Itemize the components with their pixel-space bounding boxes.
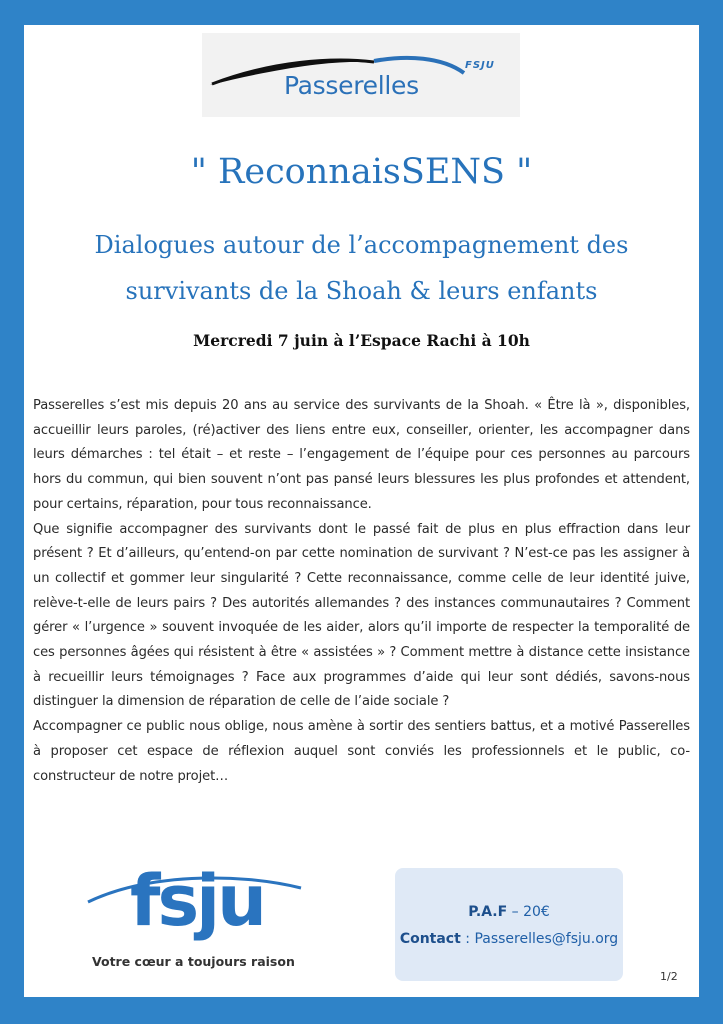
- description-paragraph: Accompagner ce public nous oblige, nous amène à sortir des sentiers battus, et a motivé Passerelles à proposer cet espace de réflexion auquel sont conviés les professionnels et le public, co-constructeur de notre projet…: [33, 719, 690, 784]
- event-date: Mercredi 7 juin à l’Espace Rachi à 10h: [193, 331, 530, 350]
- contact-email-link[interactable]: Passerelles@fsju.org: [474, 931, 619, 947]
- passerelles-logo: [202, 33, 520, 117]
- fsju-slogan: Votre cœur a toujours raison: [92, 954, 295, 969]
- info-box: [395, 868, 623, 981]
- fsju-wordmark: fsju: [130, 860, 264, 942]
- passerelles-brand-text: Passerelles: [284, 71, 419, 100]
- contact-line: [395, 931, 623, 947]
- event-description: [33, 394, 690, 789]
- event-title: " ReconnaisSENS ": [190, 152, 533, 192]
- description-paragraph: Que signifie accompagner des survivants dont le passé fait de plus en plus effraction dans leur présent ? Et d’ailleurs, qu’entend-on par cette nomination de survivant ? N’est-ce pas les assigner à un collectif et gommer leur singularité ? Cette reconnaissance, comme celle de leur identité juive, relève-t-elle de leurs pairs ? Des autorités allemandes ? des instances communautaires ? Comment gérer « l’urgence » souvent invoquée de les aider, alors qu’il importe de respecter la temporalité de ces personnes âgées qui résistent à être « assistées » ? Comment mettre à distance cette insistance à recueillir leurs témoignages ? Face aux programmes d’aide qui leur sont dédiés, savons-nous distinguer la dimension de réparation de celle de l’aide sociale ?: [33, 521, 690, 710]
- contact-label: Contact: [399, 931, 461, 947]
- fsju-logo: [86, 860, 306, 978]
- page-sheet: [24, 25, 699, 997]
- page-number: 1/2: [660, 970, 678, 983]
- price-label: P.A.F: [468, 904, 508, 920]
- fsju-tag-text: FSJU: [465, 60, 495, 71]
- price-value: – 20€: [507, 904, 550, 920]
- event-subtitle: Dialogues autour de l’accompagnement des survivants de la Shoah & leurs enfants: [94, 231, 629, 305]
- contact-separator: :: [460, 931, 475, 947]
- price-line: [395, 904, 623, 920]
- description-paragraph: Passerelles s’est mis depuis 20 ans au service des survivants de la Shoah. « Être là », disponibles, accueillir leurs paroles, (ré)activer des liens entre eux, conseiller, orienter, les accompagner dans leurs démarches : tel était – et reste – l’engagement de l’équipe pour ces personnes au parcours hors du commun, qui bien souvent n’ont pas pansé leurs blessures les plus profondes et attendent, pour certains, réparation, pour tous reconnaissance.: [33, 398, 690, 512]
